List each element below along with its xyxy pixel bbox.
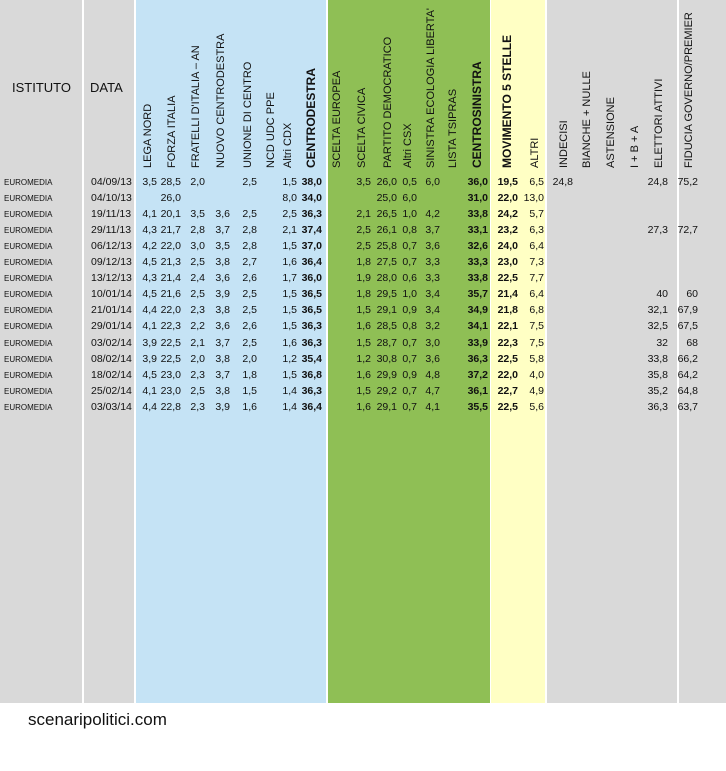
cell-fi: 21,6 xyxy=(160,288,181,301)
cell-sc: 2,5 xyxy=(356,240,371,253)
cell-date: 13/12/13 xyxy=(91,272,132,285)
cell-m5s: 23,2 xyxy=(497,224,518,237)
cell-sel: 4,7 xyxy=(425,384,440,397)
cell-ln: 4,2 xyxy=(142,240,157,253)
cell-sel: 3,6 xyxy=(425,352,440,365)
cell-sc: 1,2 xyxy=(356,352,371,365)
cell-date: 25/02/14 xyxy=(91,384,132,397)
cell-acsx: 0,9 xyxy=(402,368,417,381)
cell-csx: 35,7 xyxy=(467,288,488,301)
cell-date: 06/12/13 xyxy=(91,240,132,253)
cell-fid: 66,2 xyxy=(677,352,698,365)
cell-acdx: 2,5 xyxy=(282,208,297,221)
cell-csx: 35,5 xyxy=(467,400,488,413)
header-fi: FORZA ITALIA xyxy=(166,95,178,168)
cell-udc: 2,8 xyxy=(242,240,257,253)
cell-ncd: 3,8 xyxy=(215,256,230,269)
cell-inst: EUROMEDIA xyxy=(4,242,53,252)
cell-ncd: 3,6 xyxy=(215,320,230,333)
cell-inst: EUROMEDIA xyxy=(4,274,53,284)
cell-sel: 3,3 xyxy=(425,256,440,269)
cell-sel: 3,4 xyxy=(425,288,440,301)
cell-alt: 5,6 xyxy=(529,400,544,413)
cell-inst: EUROMEDIA xyxy=(4,386,53,396)
cell-acsx: 0,6 xyxy=(402,272,417,285)
cell-pd: 28,0 xyxy=(376,272,397,285)
cell-inst: EUROMEDIA xyxy=(4,290,53,300)
cell-pd: 27,5 xyxy=(376,256,397,269)
cell-fi: 23,0 xyxy=(160,368,181,381)
cell-m5s: 22,5 xyxy=(497,352,518,365)
cell-sel: 4,8 xyxy=(425,368,440,381)
cell-pd: 29,1 xyxy=(376,400,397,413)
cell-fi: 22,3 xyxy=(160,320,181,333)
cell-sc: 2,1 xyxy=(356,208,371,221)
cell-alt: 6,5 xyxy=(529,176,544,188)
cell-csx: 33,9 xyxy=(467,336,488,349)
cell-ncd: 3,5 xyxy=(215,240,230,253)
header-date: DATA xyxy=(90,80,123,95)
cell-cdx: 36,5 xyxy=(301,304,322,317)
cell-csx: 36,1 xyxy=(467,384,488,397)
cell-udc: 1,5 xyxy=(242,384,257,397)
cell-alt: 7,5 xyxy=(529,336,544,349)
cell-date: 29/01/14 xyxy=(91,320,132,333)
cell-date: 21/01/14 xyxy=(91,304,132,317)
header-ncd: NUOVO CENTRODESTRA xyxy=(215,33,227,168)
cell-csx: 33,1 xyxy=(467,224,488,237)
cell-sel: 3,2 xyxy=(425,320,440,333)
cell-alt: 6,3 xyxy=(529,224,544,237)
cell-m5s: 22,5 xyxy=(497,272,518,285)
cell-cdx: 36,4 xyxy=(301,256,322,269)
cell-ea: 32,1 xyxy=(647,304,668,317)
cell-sc: 1,6 xyxy=(356,400,371,413)
cell-sel: 3,7 xyxy=(425,224,440,237)
cell-alt: 5,8 xyxy=(529,352,544,365)
cell-ln: 3,9 xyxy=(142,352,157,365)
cell-ea: 33,8 xyxy=(647,352,668,365)
header-ast: ASTENSIONE xyxy=(605,97,617,168)
band-centrodestra xyxy=(136,0,326,703)
cell-csx: 33,8 xyxy=(467,208,488,221)
cell-acdx: 1,5 xyxy=(282,288,297,301)
cell-inst: EUROMEDIA xyxy=(4,354,53,364)
cell-inst: EUROMEDIA xyxy=(4,370,53,380)
cell-csx: 33,3 xyxy=(467,256,488,269)
cell-acdx: 2,1 xyxy=(282,224,297,237)
cell-csx: 32,6 xyxy=(467,240,488,253)
cell-fdi: 3,5 xyxy=(190,208,205,221)
cell-date: 08/02/14 xyxy=(91,352,132,365)
cell-sel: 4,2 xyxy=(425,208,440,221)
cell-m5s: 22,3 xyxy=(497,336,518,349)
cell-ea: 32,5 xyxy=(647,320,668,333)
cell-fi: 22,0 xyxy=(160,240,181,253)
cell-m5s: 24,0 xyxy=(497,240,518,253)
cell-date: 03/03/14 xyxy=(91,400,132,413)
header-ibna: I + B + A xyxy=(629,125,641,168)
cell-fdi: 2,8 xyxy=(190,224,205,237)
cell-sc: 1,5 xyxy=(356,304,371,317)
cell-m5s: 22,7 xyxy=(497,384,518,397)
cell-acdx: 1,5 xyxy=(282,320,297,333)
cell-fdi: 2,5 xyxy=(190,288,205,301)
cell-cdx: 36,0 xyxy=(301,272,322,285)
cell-cdx: 37,0 xyxy=(301,240,322,253)
cell-sc: 1,5 xyxy=(356,336,371,349)
cell-fdi: 2,0 xyxy=(190,176,205,188)
cell-sc: 2,5 xyxy=(356,224,371,237)
cell-m5s: 19,5 xyxy=(497,176,518,188)
cell-ln: 4,5 xyxy=(142,256,157,269)
cell-ln: 4,3 xyxy=(142,272,157,285)
cell-date: 29/11/13 xyxy=(91,224,132,237)
cell-sel: 3,4 xyxy=(425,304,440,317)
header-pd: PARTITO DEMOCRATICO xyxy=(382,36,394,168)
cell-acsx: 0,7 xyxy=(402,256,417,269)
cell-sel: 6,0 xyxy=(425,176,440,188)
cell-inst: EUROMEDIA xyxy=(4,258,53,268)
cell-fdi: 2,3 xyxy=(190,400,205,413)
cell-fi: 21,3 xyxy=(160,256,181,269)
cell-fid: 67,5 xyxy=(677,320,698,333)
cell-ea: 36,3 xyxy=(647,400,668,413)
cell-fi: 22,0 xyxy=(160,304,181,317)
cell-csx: 37,2 xyxy=(467,368,488,381)
cell-fdi: 2,0 xyxy=(190,352,205,365)
header-acdx: Altri CDX xyxy=(282,122,294,168)
cell-m5s: 22,0 xyxy=(497,368,518,381)
cell-fi: 21,7 xyxy=(160,224,181,237)
cell-fi: 22,5 xyxy=(160,336,181,349)
cell-fi: 22,8 xyxy=(160,400,181,413)
cell-udc: 2,0 xyxy=(242,352,257,365)
cell-date: 03/02/14 xyxy=(91,336,132,349)
cell-cdx: 36,3 xyxy=(301,384,322,397)
cell-acdx: 1,2 xyxy=(282,352,297,365)
cell-cdx: 36,4 xyxy=(301,400,322,413)
header-sel: SINISTRA ECOLOGIA LIBERTA' xyxy=(425,7,437,168)
cell-pd: 25,0 xyxy=(376,192,397,205)
cell-acsx: 0,8 xyxy=(402,224,417,237)
cell-udc: 1,8 xyxy=(242,368,257,381)
cell-pd: 26,0 xyxy=(376,176,397,188)
cell-pd: 29,5 xyxy=(376,288,397,301)
header-acsx: Altri CSX xyxy=(402,123,414,168)
cell-pd: 28,5 xyxy=(376,320,397,333)
cell-date: 04/09/13 xyxy=(91,176,132,188)
cell-udc: 2,6 xyxy=(242,320,257,333)
cell-ncd: 3,7 xyxy=(215,368,230,381)
cell-csx: 36,0 xyxy=(467,176,488,188)
header-se: SCELTA EUROPEA xyxy=(331,70,343,168)
band-centrosinistra xyxy=(328,0,490,703)
cell-ncd: 3,9 xyxy=(215,400,230,413)
cell-date: 19/11/13 xyxy=(91,208,132,221)
cell-fi: 21,4 xyxy=(160,272,181,285)
cell-cdx: 37,4 xyxy=(301,224,322,237)
cell-fdi: 2,1 xyxy=(190,336,205,349)
cell-sc: 3,5 xyxy=(356,176,371,188)
cell-ind: 24,8 xyxy=(552,176,573,188)
cell-acdx: 1,4 xyxy=(282,400,297,413)
cell-acsx: 0,7 xyxy=(402,336,417,349)
cell-udc: 2,5 xyxy=(242,288,257,301)
cell-inst: EUROMEDIA xyxy=(4,402,53,412)
cell-fdi: 2,5 xyxy=(190,384,205,397)
header-bn: BIANCHE + NULLE xyxy=(581,71,593,168)
cell-acdx: 8,0 xyxy=(282,192,297,205)
cell-alt: 13,0 xyxy=(523,192,544,205)
cell-inst: EUROMEDIA xyxy=(4,178,53,187)
cell-ln: 4,5 xyxy=(142,368,157,381)
cell-ncd: 3,9 xyxy=(215,288,230,301)
cell-udc: 2,7 xyxy=(242,256,257,269)
cell-fi: 20,1 xyxy=(160,208,181,221)
cell-m5s: 23,0 xyxy=(497,256,518,269)
cell-udc: 2,6 xyxy=(242,272,257,285)
cell-fid: 63,7 xyxy=(677,400,698,413)
cell-acdx: 1,5 xyxy=(282,304,297,317)
cell-sc: 1,8 xyxy=(356,256,371,269)
cell-sc: 1,8 xyxy=(356,288,371,301)
cell-fdi: 2,4 xyxy=(190,272,205,285)
header-ind: INDECISI xyxy=(558,120,570,168)
cell-ea: 35,2 xyxy=(647,384,668,397)
cell-csx: 33,8 xyxy=(467,272,488,285)
cell-fid: 67,9 xyxy=(677,304,698,317)
cell-pd: 29,2 xyxy=(376,384,397,397)
cell-ncd: 3,8 xyxy=(215,304,230,317)
band-data xyxy=(84,0,134,703)
cell-pd: 26,5 xyxy=(376,208,397,221)
cell-pd: 30,8 xyxy=(376,352,397,365)
cell-fid: 72,7 xyxy=(677,224,698,237)
cell-inst: EUROMEDIA xyxy=(4,194,53,204)
cell-alt: 6,8 xyxy=(529,304,544,317)
cell-ncd: 3,6 xyxy=(215,208,230,221)
header-inst: ISTITUTO xyxy=(12,80,71,95)
cell-ln: 4,1 xyxy=(142,384,157,397)
cell-ncd: 3,7 xyxy=(215,336,230,349)
cell-ncd: 3,6 xyxy=(215,272,230,285)
band-instituto xyxy=(0,0,82,703)
cell-date: 04/10/13 xyxy=(91,192,132,205)
cell-inst: EUROMEDIA xyxy=(4,322,53,332)
cell-acsx: 0,9 xyxy=(402,304,417,317)
cell-fi: 26,0 xyxy=(160,192,181,205)
cell-ea: 40 xyxy=(656,288,668,301)
cell-sc: 1,9 xyxy=(356,272,371,285)
cell-alt: 6,4 xyxy=(529,240,544,253)
cell-acdx: 1,5 xyxy=(282,240,297,253)
cell-ncd: 3,8 xyxy=(215,352,230,365)
header-alt: ALTRI xyxy=(529,137,541,168)
cell-acsx: 1,0 xyxy=(402,288,417,301)
header-m5s: MOVIMENTO 5 STELLE xyxy=(500,34,514,168)
cell-ea: 24,8 xyxy=(647,176,668,188)
cell-cdx: 35,4 xyxy=(301,352,322,365)
cell-udc: 2,5 xyxy=(242,336,257,349)
cell-fid: 75,2 xyxy=(677,176,698,188)
cell-csx: 36,3 xyxy=(467,352,488,365)
header-ea: ELETTORI ATTIVI xyxy=(653,78,665,168)
cell-fdi: 2,3 xyxy=(190,304,205,317)
cell-fdi: 2,5 xyxy=(190,256,205,269)
cell-pd: 28,7 xyxy=(376,336,397,349)
cell-cdx: 38,0 xyxy=(301,176,322,188)
cell-acsx: 0,7 xyxy=(402,240,417,253)
cell-inst: EUROMEDIA xyxy=(4,226,53,236)
cell-ln: 4,1 xyxy=(142,320,157,333)
cell-ea: 32 xyxy=(656,336,668,349)
cell-date: 09/12/13 xyxy=(91,256,132,269)
cell-fid: 60 xyxy=(686,288,698,301)
cell-ln: 4,1 xyxy=(142,208,157,221)
cell-acdx: 1,6 xyxy=(282,336,297,349)
cell-m5s: 22,1 xyxy=(497,320,518,333)
cell-fid: 64,2 xyxy=(677,368,698,381)
cell-acsx: 0,7 xyxy=(402,352,417,365)
cell-cdx: 36,3 xyxy=(301,208,322,221)
cell-sel: 3,0 xyxy=(425,336,440,349)
cell-alt: 4,0 xyxy=(529,368,544,381)
cell-acdx: 1,4 xyxy=(282,384,297,397)
cell-acsx: 0,8 xyxy=(402,320,417,333)
cell-alt: 6,4 xyxy=(529,288,544,301)
cell-ea: 35,8 xyxy=(647,368,668,381)
cell-ncd: 3,8 xyxy=(215,384,230,397)
cell-ln: 4,4 xyxy=(142,304,157,317)
cell-alt: 5,7 xyxy=(529,208,544,221)
cell-sel: 3,6 xyxy=(425,240,440,253)
header-udc: UNIONE DI CENTRO xyxy=(242,61,254,168)
cell-acsx: 0,7 xyxy=(402,400,417,413)
cell-cdx: 36,3 xyxy=(301,320,322,333)
cell-m5s: 21,4 xyxy=(497,288,518,301)
cell-ln: 4,5 xyxy=(142,288,157,301)
cell-ln: 4,4 xyxy=(142,400,157,413)
cell-sc: 1,6 xyxy=(356,320,371,333)
cell-fi: 28,5 xyxy=(160,176,181,188)
cell-ea: 27,3 xyxy=(647,224,668,237)
cell-ln: 3,5 xyxy=(142,176,157,188)
cell-sel: 4,1 xyxy=(425,400,440,413)
cell-fid: 64,8 xyxy=(677,384,698,397)
footer-source: scenaripolitici.com xyxy=(28,710,167,729)
header-fdi: FRATELLI D'ITALIA – AN xyxy=(190,45,202,168)
cell-alt: 7,3 xyxy=(529,256,544,269)
cell-udc: 1,6 xyxy=(242,400,257,413)
cell-acsx: 0,5 xyxy=(402,176,417,188)
cell-acsx: 6,0 xyxy=(402,192,417,205)
cell-inst: EUROMEDIA xyxy=(4,338,53,348)
cell-sc: 1,5 xyxy=(356,384,371,397)
cell-ncd: 3,7 xyxy=(215,224,230,237)
cell-ln: 3,9 xyxy=(142,336,157,349)
header-ln: LEGA NORD xyxy=(142,103,154,168)
cell-pd: 29,9 xyxy=(376,368,397,381)
cell-udc: 2,8 xyxy=(242,224,257,237)
cell-alt: 7,5 xyxy=(529,320,544,333)
cell-fi: 23,0 xyxy=(160,384,181,397)
header-lt: LISTA TSIPRAS xyxy=(447,88,459,168)
cell-alt: 7,7 xyxy=(529,272,544,285)
cell-pd: 26,1 xyxy=(376,224,397,237)
header-ppe: NCD UDC PPE xyxy=(265,92,277,168)
cell-acdx: 1,7 xyxy=(282,272,297,285)
cell-acdx: 1,6 xyxy=(282,256,297,269)
cell-fdi: 3,0 xyxy=(190,240,205,253)
header-sc: SCELTA CIVICA xyxy=(356,87,368,168)
cell-sel: 3,3 xyxy=(425,272,440,285)
cell-acdx: 1,5 xyxy=(282,368,297,381)
cell-date: 18/02/14 xyxy=(91,368,132,381)
cell-m5s: 21,8 xyxy=(497,304,518,317)
cell-ln: 4,3 xyxy=(142,224,157,237)
cell-sc: 1,6 xyxy=(356,368,371,381)
cell-acsx: 1,0 xyxy=(402,208,417,221)
cell-alt: 4,9 xyxy=(529,384,544,397)
cell-acsx: 0,7 xyxy=(402,384,417,397)
cell-cdx: 36,3 xyxy=(301,336,322,349)
cell-m5s: 24,2 xyxy=(497,208,518,221)
cell-m5s: 22,0 xyxy=(497,192,518,205)
header-csx: CENTROSINISTRA xyxy=(470,61,484,168)
cell-cdx: 34,0 xyxy=(301,192,322,205)
cell-fi: 22,5 xyxy=(160,352,181,365)
cell-csx: 34,9 xyxy=(467,304,488,317)
header-fid: FIDUCIA GOVERNO/PREMIER xyxy=(683,12,695,168)
cell-inst: EUROMEDIA xyxy=(4,210,53,220)
cell-udc: 2,5 xyxy=(242,208,257,221)
cell-acdx: 1,5 xyxy=(282,176,297,188)
cell-date: 10/01/14 xyxy=(91,288,132,301)
cell-fid: 68 xyxy=(686,336,698,349)
header-cdx: CENTRODESTRA xyxy=(304,67,318,168)
cell-csx: 31,0 xyxy=(467,192,488,205)
cell-pd: 25,8 xyxy=(376,240,397,253)
cell-pd: 29,1 xyxy=(376,304,397,317)
cell-m5s: 22,5 xyxy=(497,400,518,413)
cell-udc: 2,5 xyxy=(242,176,257,188)
cell-inst: EUROMEDIA xyxy=(4,306,53,316)
cell-fdi: 2,2 xyxy=(190,320,205,333)
cell-cdx: 36,5 xyxy=(301,288,322,301)
cell-fdi: 2,3 xyxy=(190,368,205,381)
cell-csx: 34,1 xyxy=(467,320,488,333)
cell-udc: 2,5 xyxy=(242,304,257,317)
cell-cdx: 36,8 xyxy=(301,368,322,381)
